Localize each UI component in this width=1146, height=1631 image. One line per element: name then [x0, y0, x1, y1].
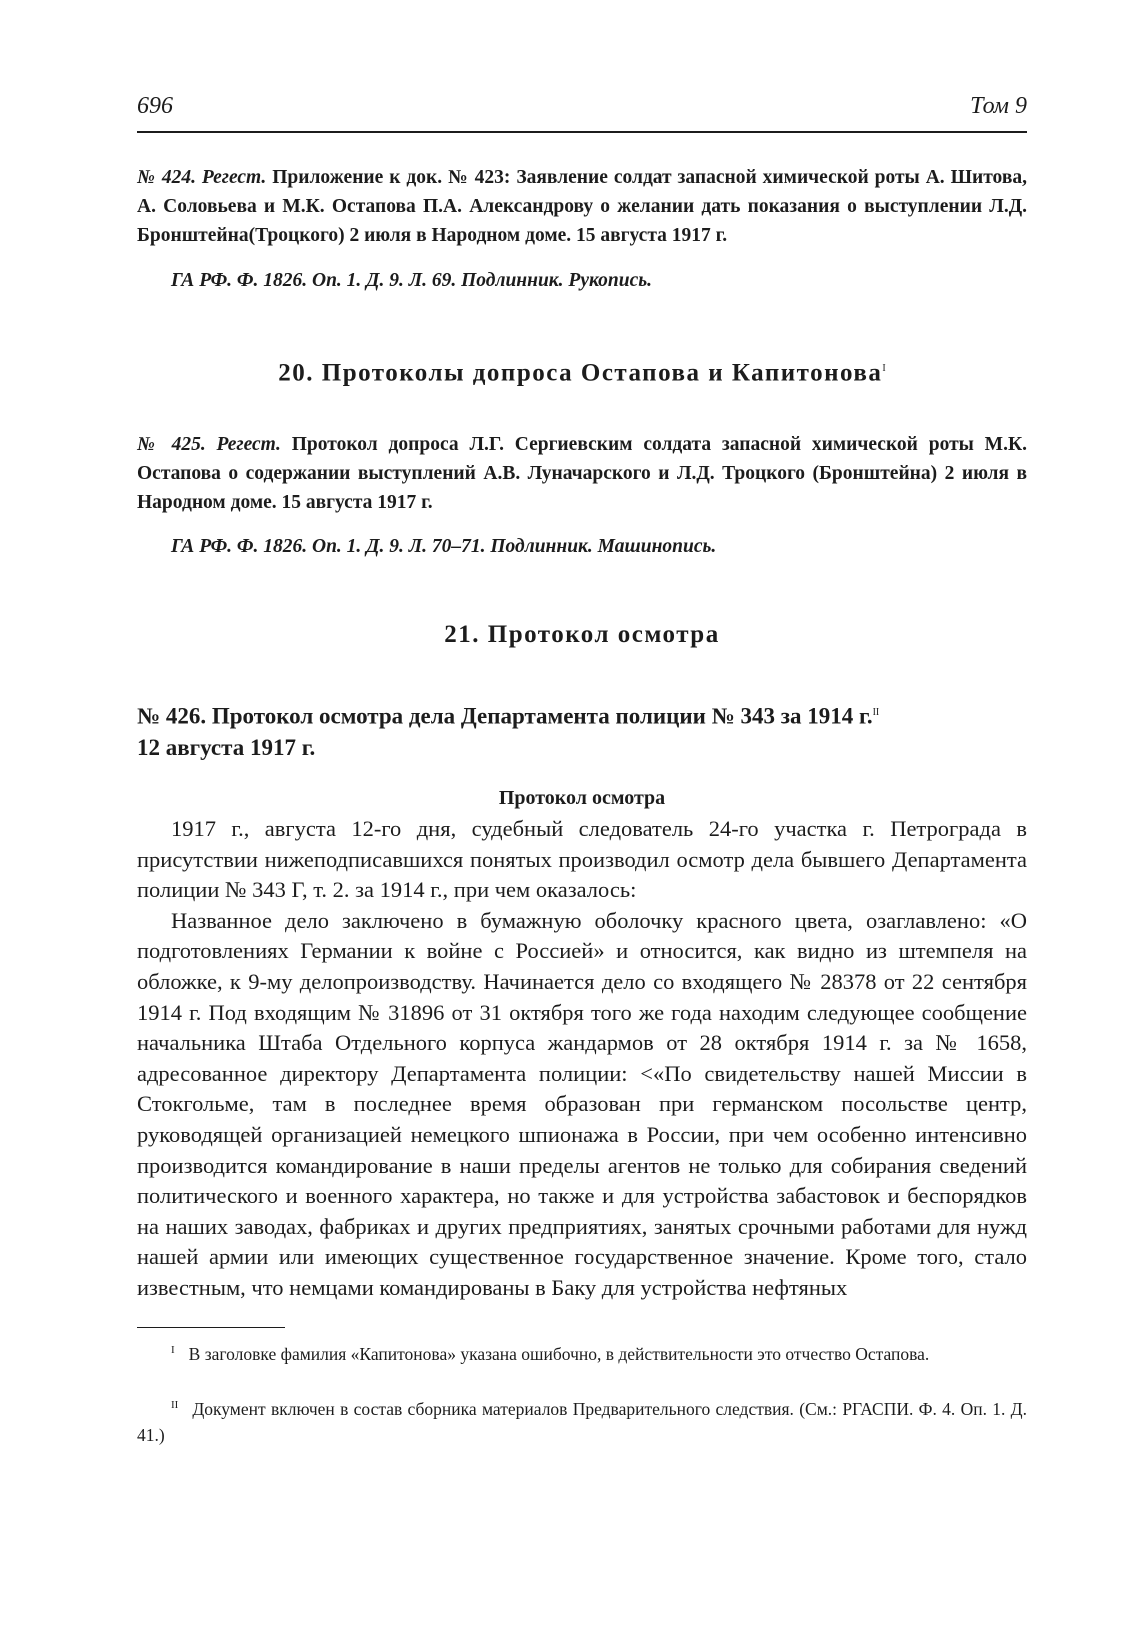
doc-426-date: 12 августа 1917 г. — [137, 734, 316, 760]
regest-424 — [137, 163, 1027, 250]
archive-ref-425: ГА РФ. Ф. 1826. Оп. 1. Д. 9. Л. 70–71. Подлинник. Машинопись. — [171, 536, 717, 557]
regest-425-text: Протокол допроса Л.Г. Сергиевским солдата запасной химической роты М.К. Остапова о содержании выступлений А.В. Луначарского и Л.Д. Троцкого (Бронштейна) 2 июля в Народном доме. 15 августа 1917 г. — [137, 434, 1027, 513]
running-header — [137, 93, 1027, 129]
footnote-I — [137, 1337, 1027, 1367]
doc-426-subtitle: Протокол осмотра — [498, 787, 666, 809]
body-paragraph-2: Названное дело заключено в бумажную оболочку красного цвета, озаглавлено: «О подготовлениях Германии к войне с Россией» и относится, как видно из штемпеля на обложке, к 9-му делопроизводству. Начинается дело со входящего № 28378 от 22 сентября 1914 г. Под входящим № 31896 от 31 октября того же года находим следующее сообщение начальника Штаба Отдельного корпуса жандармов от 28 октября 1914 г. за № 1658, адресованное директору Департамента полиции: <«По свидетельству нашей Миссии в Стокгольме, там в последнее время образован при германском посольстве центр, руководящей организацией немецкого шпионажа в России, при чем особенно интенсивно производится командирование в наши пределы агентов не только для собирания сведений политического и военного характера, но также и для устройства забастовок и беспорядков на наших заводах, фабриках и других предприятиях, занятых срочными работами для нужд нашей армии или имеющих существенное государственное значение. Кроме того, стало известным, что немцами командированы в Баку для устройства нефтяных — [137, 907, 1027, 1300]
footnote-mark-II: II — [872, 707, 880, 718]
body-paragraph-1: 1917 г., августа 12-го дня, судебный следователь 24-го участка г. Петрограда в присутствии нижеподписавшихся понятых производил осмотр дела бывшего Департамента полиции № 343 Г, т. 2. за 1914 г., при чем оказалось: — [137, 816, 1027, 903]
footnote-II — [137, 1392, 1027, 1448]
footnote-I-text: В заголовке фамилия «Капитонова» указана ошибочно, в действительности это отчество Остапова. — [188, 1343, 930, 1364]
footnote-mark-I: I — [882, 363, 886, 374]
regest-424-lead: № 424. Регест. — [137, 167, 267, 188]
archive-ref-424: ГА РФ. Ф. 1826. Оп. 1. Д. 9. Л. 69. Подлинник. Рукопись. — [171, 270, 653, 291]
doc-426-heading — [137, 697, 1027, 763]
section-21-heading: 21. Протокол осмотра — [444, 621, 720, 648]
regest-425 — [137, 430, 1027, 517]
volume-label: Том 9 — [970, 93, 1027, 119]
footnote-II-mark: II — [171, 1399, 179, 1411]
page-number: 696 — [137, 93, 173, 119]
doc-426-title: № 426. Протокол осмотра дела Департамента полиции № 343 за 1914 г. — [137, 703, 873, 729]
footnote-I-mark: I — [171, 1344, 175, 1356]
section-20-heading — [137, 352, 1027, 390]
doc-426-body — [137, 814, 1027, 1304]
regest-424-text: Приложение к док. № 423: Заявление солдат запасной химической роты А. Шитова, А. Соловьева и М.К. Остапова П.А. Александрову о желании дать показания о выступлении Л.Д. Бронштейна(Троцкого) 2 июля в Народном доме. 15 августа 1917 г. — [137, 167, 1027, 246]
footnote-II-text: Документ включен в состав сборника материалов Предварительного следствия. (См.: РГАСПИ. Ф. 4. Оп. 1. Д. 41.) — [137, 1398, 1027, 1445]
regest-425-lead: № 425. Регест. — [137, 434, 281, 455]
section-20-title: 20. Протоколы допроса Остапова и Капитонова — [278, 359, 883, 387]
header-rule — [137, 131, 1027, 133]
footnote-rule — [137, 1327, 285, 1328]
